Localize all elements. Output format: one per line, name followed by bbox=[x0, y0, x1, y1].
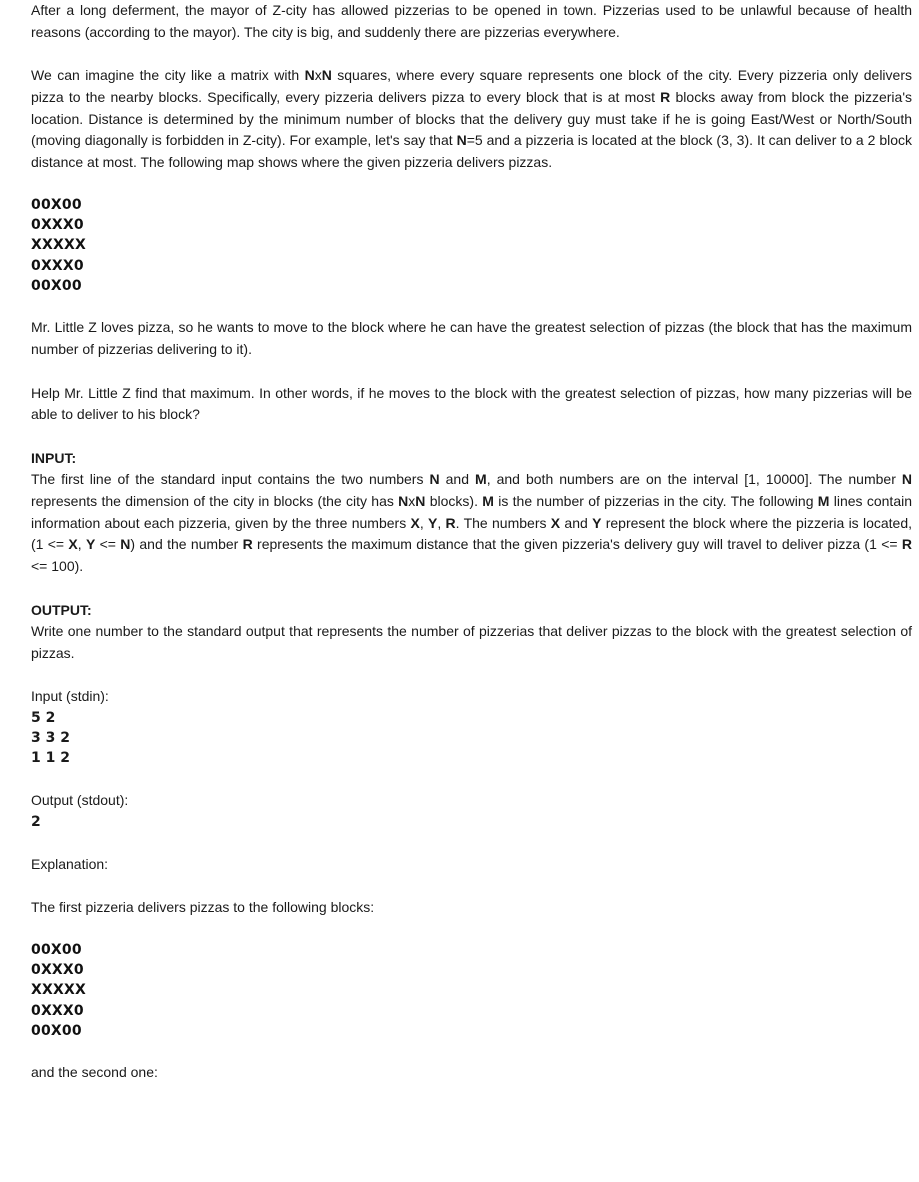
var-x: X bbox=[410, 514, 420, 531]
var-x: X bbox=[68, 536, 78, 553]
example-input-line: 1 1 2 bbox=[31, 750, 70, 767]
text: The first line of the standard input contains the two numbers bbox=[31, 471, 430, 488]
var-r: R bbox=[242, 536, 253, 553]
var-r: R bbox=[660, 88, 671, 105]
spacer bbox=[31, 832, 912, 854]
paragraph-little-z: Mr. Little Z loves pizza, so he wants to move to the block where he can have the greatest selection of pizzas (the block that has the maximum number of pizzerias delivering to it). bbox=[31, 319, 912, 358]
example-output-block bbox=[31, 812, 912, 832]
map-row: 00X00 bbox=[31, 942, 82, 959]
text: x bbox=[314, 67, 322, 84]
example-input-label: Input (stdin): bbox=[31, 688, 109, 705]
text: , bbox=[437, 514, 446, 531]
text: blocks). bbox=[425, 493, 483, 510]
var-r: R bbox=[901, 536, 912, 553]
output-description: Write one number to the standard output that represents the number of pizzerias that deliver pizzas to the block with the greatest selection of pizzas. bbox=[31, 623, 912, 661]
text: We can imagine the city like a matrix with bbox=[31, 67, 305, 84]
var-x: X bbox=[550, 514, 561, 531]
problem-statement bbox=[31, 0, 912, 1106]
map-row: XXXXX bbox=[31, 982, 86, 999]
var-n: N bbox=[415, 493, 426, 510]
intro-paragraph-2 bbox=[31, 65, 912, 174]
map-row: 00X00 bbox=[31, 197, 82, 214]
text: =5 and a pizzeria is located at the block (3, 3). It can deliver to a 2 block distance at most. The following map shows where the given pizzeria delivers pizzas. bbox=[31, 132, 913, 170]
text: <= 100). bbox=[31, 558, 84, 575]
text: and bbox=[560, 514, 593, 531]
text: ) and the number bbox=[130, 536, 243, 553]
map-row: 00X00 bbox=[31, 1022, 82, 1039]
text: x bbox=[408, 493, 416, 510]
explanation-first-text: The first pizzeria delivers pizzas to the following blocks: bbox=[31, 898, 375, 915]
output-heading: OUTPUT: bbox=[31, 601, 92, 618]
map-row: 0XXX0 bbox=[31, 1002, 84, 1019]
var-y: Y bbox=[428, 514, 438, 531]
delivery-map-first-pizzeria bbox=[31, 940, 912, 1040]
var-m: M bbox=[817, 493, 830, 510]
var-y: Y bbox=[592, 514, 602, 531]
map-row: 0XXX0 bbox=[31, 257, 84, 274]
explanation-label: Explanation: bbox=[31, 855, 109, 872]
text: lines contain information about each pizzeria, given by the three numbers bbox=[31, 493, 912, 531]
var-n: N bbox=[321, 67, 332, 84]
example-output-value: 2 bbox=[31, 813, 41, 830]
var-n: N bbox=[901, 471, 913, 488]
text: represents the dimension of the city in blocks (the city has bbox=[31, 493, 399, 510]
var-n: N bbox=[398, 493, 409, 510]
input-heading: INPUT: bbox=[31, 449, 77, 466]
var-n: N bbox=[456, 132, 467, 149]
var-r: R bbox=[445, 514, 456, 531]
delivery-map-example bbox=[31, 195, 912, 295]
text: squares, where every square represents one block of the city. Every pizzeria only delivers pizza to the nearby blocks. Specifically, every pizzeria delivers pizza to every block that is at most bbox=[31, 67, 912, 105]
explanation-second-text: and the second one: bbox=[31, 1064, 158, 1081]
map-row: 00X00 bbox=[31, 277, 82, 294]
example-output-label: Output (stdout): bbox=[31, 792, 129, 809]
text: blocks away from block the pizzeria's location. Distance is determined by the minimum number of blocks that the delivery guy must take if he is going East/West or North/South (moving diagonally is forbidden in Z-city). For example, let's say that bbox=[31, 88, 912, 149]
text: <= bbox=[95, 536, 121, 553]
var-m: M bbox=[475, 471, 487, 488]
intro-paragraph-1: After a long deferment, the mayor of Z-city has allowed pizzerias to be opened in town. Pizzerias used to be unlawful because of health reasons (according to the mayor). The city is big, and suddenly there are pizzerias everywhere. bbox=[31, 2, 912, 40]
text: , bbox=[419, 514, 429, 531]
text: represents the maximum distance that the given pizzeria's delivery guy will travel to deliver pizza (1 <= bbox=[252, 536, 902, 553]
map-row: XXXXX bbox=[31, 237, 86, 254]
example-input-line: 3 3 2 bbox=[31, 730, 70, 747]
var-m: M bbox=[482, 493, 494, 510]
map-row: 0XXX0 bbox=[31, 962, 84, 979]
var-n: N bbox=[304, 67, 315, 84]
input-description bbox=[31, 469, 912, 578]
text: and bbox=[439, 471, 476, 488]
text: is the number of pizzerias in the city. The following bbox=[493, 493, 818, 510]
example-input-block bbox=[31, 708, 912, 768]
var-n: N bbox=[120, 536, 131, 553]
paragraph-task: Help Mr. Little Z find that maximum. In other words, if he moves to the block with the greatest selection of pizzas, how many pizzerias will be able to deliver to his block? bbox=[31, 384, 912, 423]
var-y: Y bbox=[85, 536, 96, 553]
text: represent the block where the pizzeria is located, (1 <= bbox=[31, 514, 913, 553]
var-n: N bbox=[429, 471, 440, 488]
map-row: 0XXX0 bbox=[31, 217, 84, 234]
spacer bbox=[31, 768, 912, 790]
text: , bbox=[77, 536, 86, 553]
text: . The numbers bbox=[455, 514, 551, 531]
text: , and both numbers are on the interval [1, 10000]. The number bbox=[486, 471, 902, 488]
example-input-line: 5 2 bbox=[31, 710, 56, 727]
